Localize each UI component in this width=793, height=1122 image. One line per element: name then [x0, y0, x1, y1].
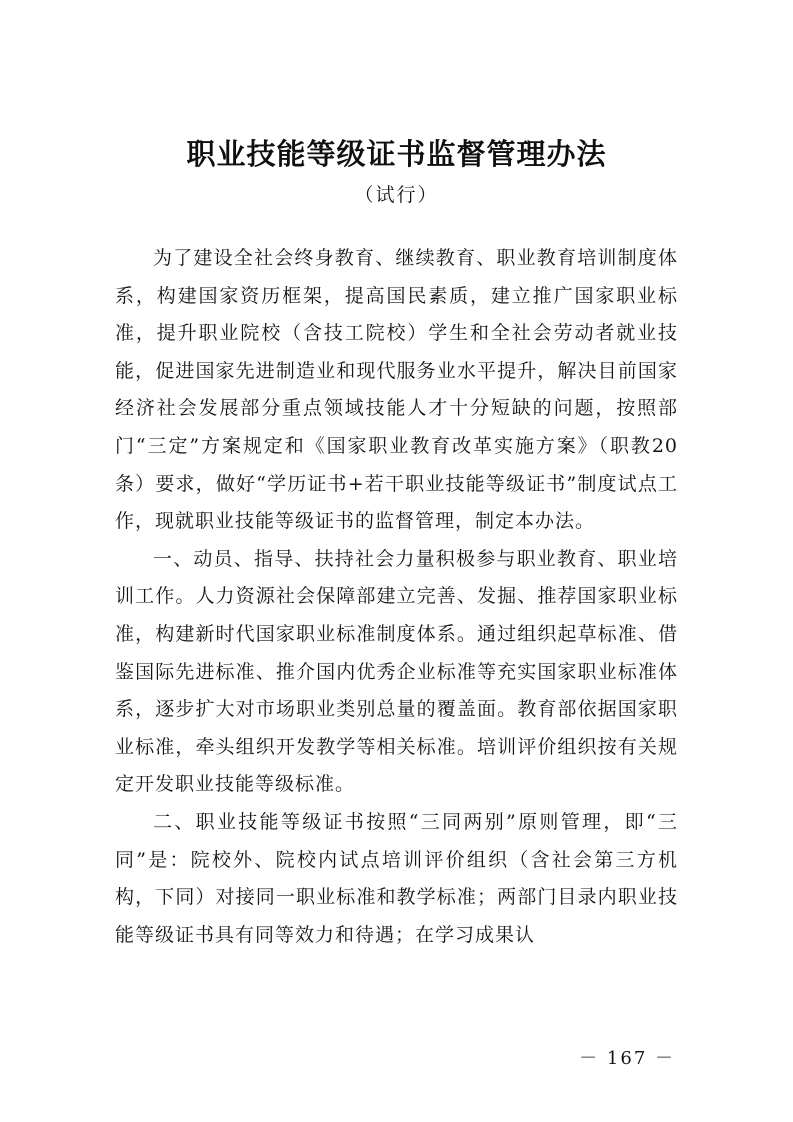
document-body [115, 240, 678, 954]
page-number: － 167 － [579, 1048, 675, 1069]
document-subtitle: （试行） [354, 184, 439, 206]
paragraph-article-1: 一、动员、指导、扶持社会力量积极参与职业教育、职业培训工作。人力资源社会保障部建立完善、发掘、推荐国家职业标准，构建新时代国家职业标准制度体系。通过组织起草标准、借鉴国际先进标准、推介国内优秀企业标准等充实国家职业标准体系，逐步扩大对市场职业类别总量的覆盖面。教育部依据国家职业标准，牵头组织开发教学等相关标准。培训评价组织按有关规定开发职业技能等级标准。 [115, 547, 678, 796]
paragraph-article-2: 二、职业技能等级证书按照“三同两别”原则管理，即“三同”是：院校外、院校内试点培训评价组织（含社会第三方机构，下同）对接同一职业标准和教学标准；两部门目录内职业技能等级证书具有同等效力和待遇；在学习成果认 [115, 810, 678, 946]
paragraph-preamble: 为了建设全社会终身教育、继续教育、职业教育培训制度体系，构建国家资历框架，提高国民素质，建立推广国家职业标准，提升职业院校（含技工院校）学生和全社会劳动者就业技能，促进国家先进制造业和现代服务业水平提升，解决目前国家经济社会发展部分重点领域技能人才十分短缺的问题，按照部门“三定”方案规定和《国家职业教育改革实施方案》（职教20条）要求，做好“学历证书+若干职业技能等级证书”制度试点工作，现就职业技能等级证书的监督管理，制定本办法。 [115, 247, 678, 533]
document-title: 职业技能等级证书监督管理办法 [186, 137, 607, 171]
